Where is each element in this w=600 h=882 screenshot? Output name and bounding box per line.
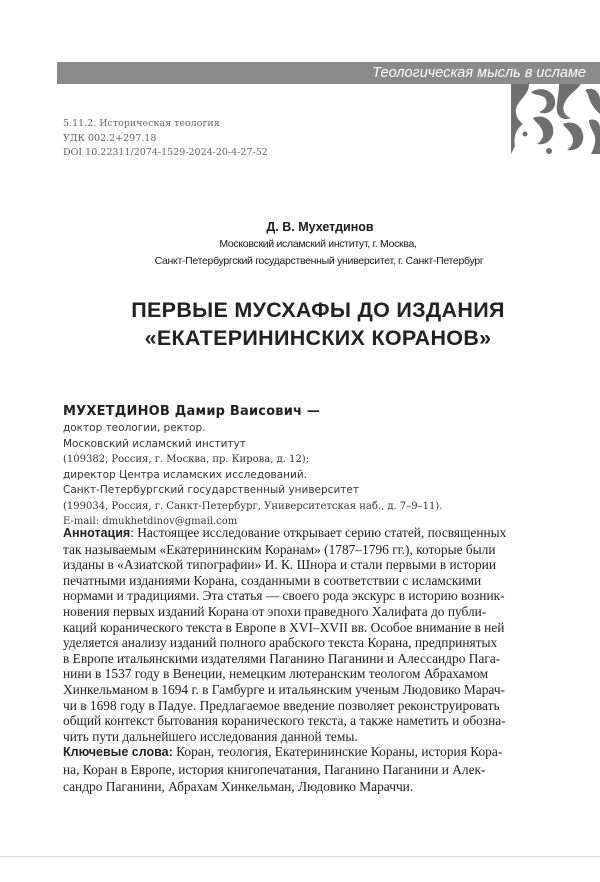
bio-given-names: Дамир Ваисович — (174, 404, 321, 419)
keywords-line (63, 743, 541, 761)
abstract (63, 525, 541, 744)
abstract-line: нормами и традициями. Эта статья — своего рода экскурс в историю возник- (63, 588, 505, 604)
abstract-line (63, 525, 541, 542)
author-affiliation-2: Санкт-Петербургский государственный университет, г. Санкт-Петербург (154, 255, 484, 267)
title-line-2: «ЕКАТЕРИНИНСКИХ КОРАНОВ» (144, 326, 492, 350)
abstract-line: чить пути дальнейшего исследования данной темы. (63, 728, 358, 744)
bio-name (63, 402, 533, 421)
bio-line: Московский исламский институт (63, 437, 246, 450)
bio-line: директор Центра исламских исследований. (63, 468, 307, 481)
abstract-line: печатными изданиями Корана, созданными в соответствии с исламскими (63, 572, 482, 588)
keywords-line: сандро Паганини, Абрахам Хинкельман, Людовико Мараччи. (63, 779, 414, 794)
abstract-line: нини в 1537 году в Венеции, немецким лютеранским теологом Абрахамом (63, 666, 489, 682)
specialty-code: 5.11.2. Историческая теология (63, 118, 220, 129)
keywords (63, 743, 541, 795)
abstract-line: в Европе итальянскими издателями Паганино Паганини и Алессандро Пага- (63, 650, 501, 666)
author-block (0, 218, 600, 270)
bio-line: (199034, Россия, г. Санкт-Петербург, Университетская наб., д. 7–9–11). (63, 500, 443, 512)
abstract-line: Хинкельманом в 1694 г. в Гамбурге и итальянским ученым Людовико Марач- (63, 681, 506, 697)
keywords-label: Ключевые слова: (63, 745, 173, 759)
abstract-line: уделяется анализу изданий полного арабского текста Корана, предпринятых (63, 635, 498, 651)
abstract-line: каций коранического текста в Европе в XVI–XVII вв. Особое внимание в ней (63, 619, 505, 635)
bio-line: доктор теологии, ректор. (63, 422, 206, 434)
bio-surname: МУХЕТДИНОВ (63, 404, 171, 419)
abstract-line: изданы в «Азиатской типографии» И. К. Шнора и стали первыми в истории (63, 557, 496, 573)
keywords-first-line: Коран, теология, Екатерининские Кораны, история Кора- (172, 744, 503, 759)
section-title: Теологическая мысль в исламе (372, 65, 586, 81)
decorative-ornament-icon (511, 84, 600, 154)
article-title (0, 296, 600, 352)
abstract-line: новения первых изданий Корана от эпохи праведного Халифата до публи- (63, 603, 487, 619)
author-name: Д. В. Мухетдинов (266, 220, 374, 234)
page-bottom-divider (0, 856, 600, 857)
author-affiliation-1: Московский исламский институт, г. Москва, (219, 238, 417, 250)
author-bio (63, 402, 533, 530)
udc-code: УДК 002.2+297.18 (63, 132, 157, 144)
title-line-1: ПЕРВЫЕ МУСХАФЫ ДО ИЗДАНИЯ (131, 298, 505, 322)
abstract-line: общий контекст бытования коранического текста, а также наметить и обозна- (63, 713, 506, 729)
bio-line: (109382, Россия, г. Москва, пр. Кирова, д. 12); (63, 454, 310, 465)
article-metadata (63, 117, 268, 161)
abstract-line: чи в 1698 году в Падуе. Предлагаемое введение позволяет реконструировать (63, 697, 500, 713)
abstract-line: так называемым «Екатерининским Коранам» (1787–1796 гг.), которые были (63, 541, 496, 557)
bio-line: Санкт-Петербургский государственный университет (63, 484, 359, 496)
keywords-line: на, Коран в Европе, история книгопечатания, Паганино Паганини и Алек- (63, 762, 486, 777)
bio-email: E-mail: dmukhetdinov@gmail.com (63, 516, 238, 527)
abstract-label: Аннотация (63, 526, 131, 540)
abstract-first-line: : Настоящее исследование открывает серию статей, посвященных (130, 525, 507, 540)
section-header-bar (57, 62, 600, 84)
doi: DOI 10.22311/2074-1529-2024-20-4-27-52 (63, 147, 268, 158)
